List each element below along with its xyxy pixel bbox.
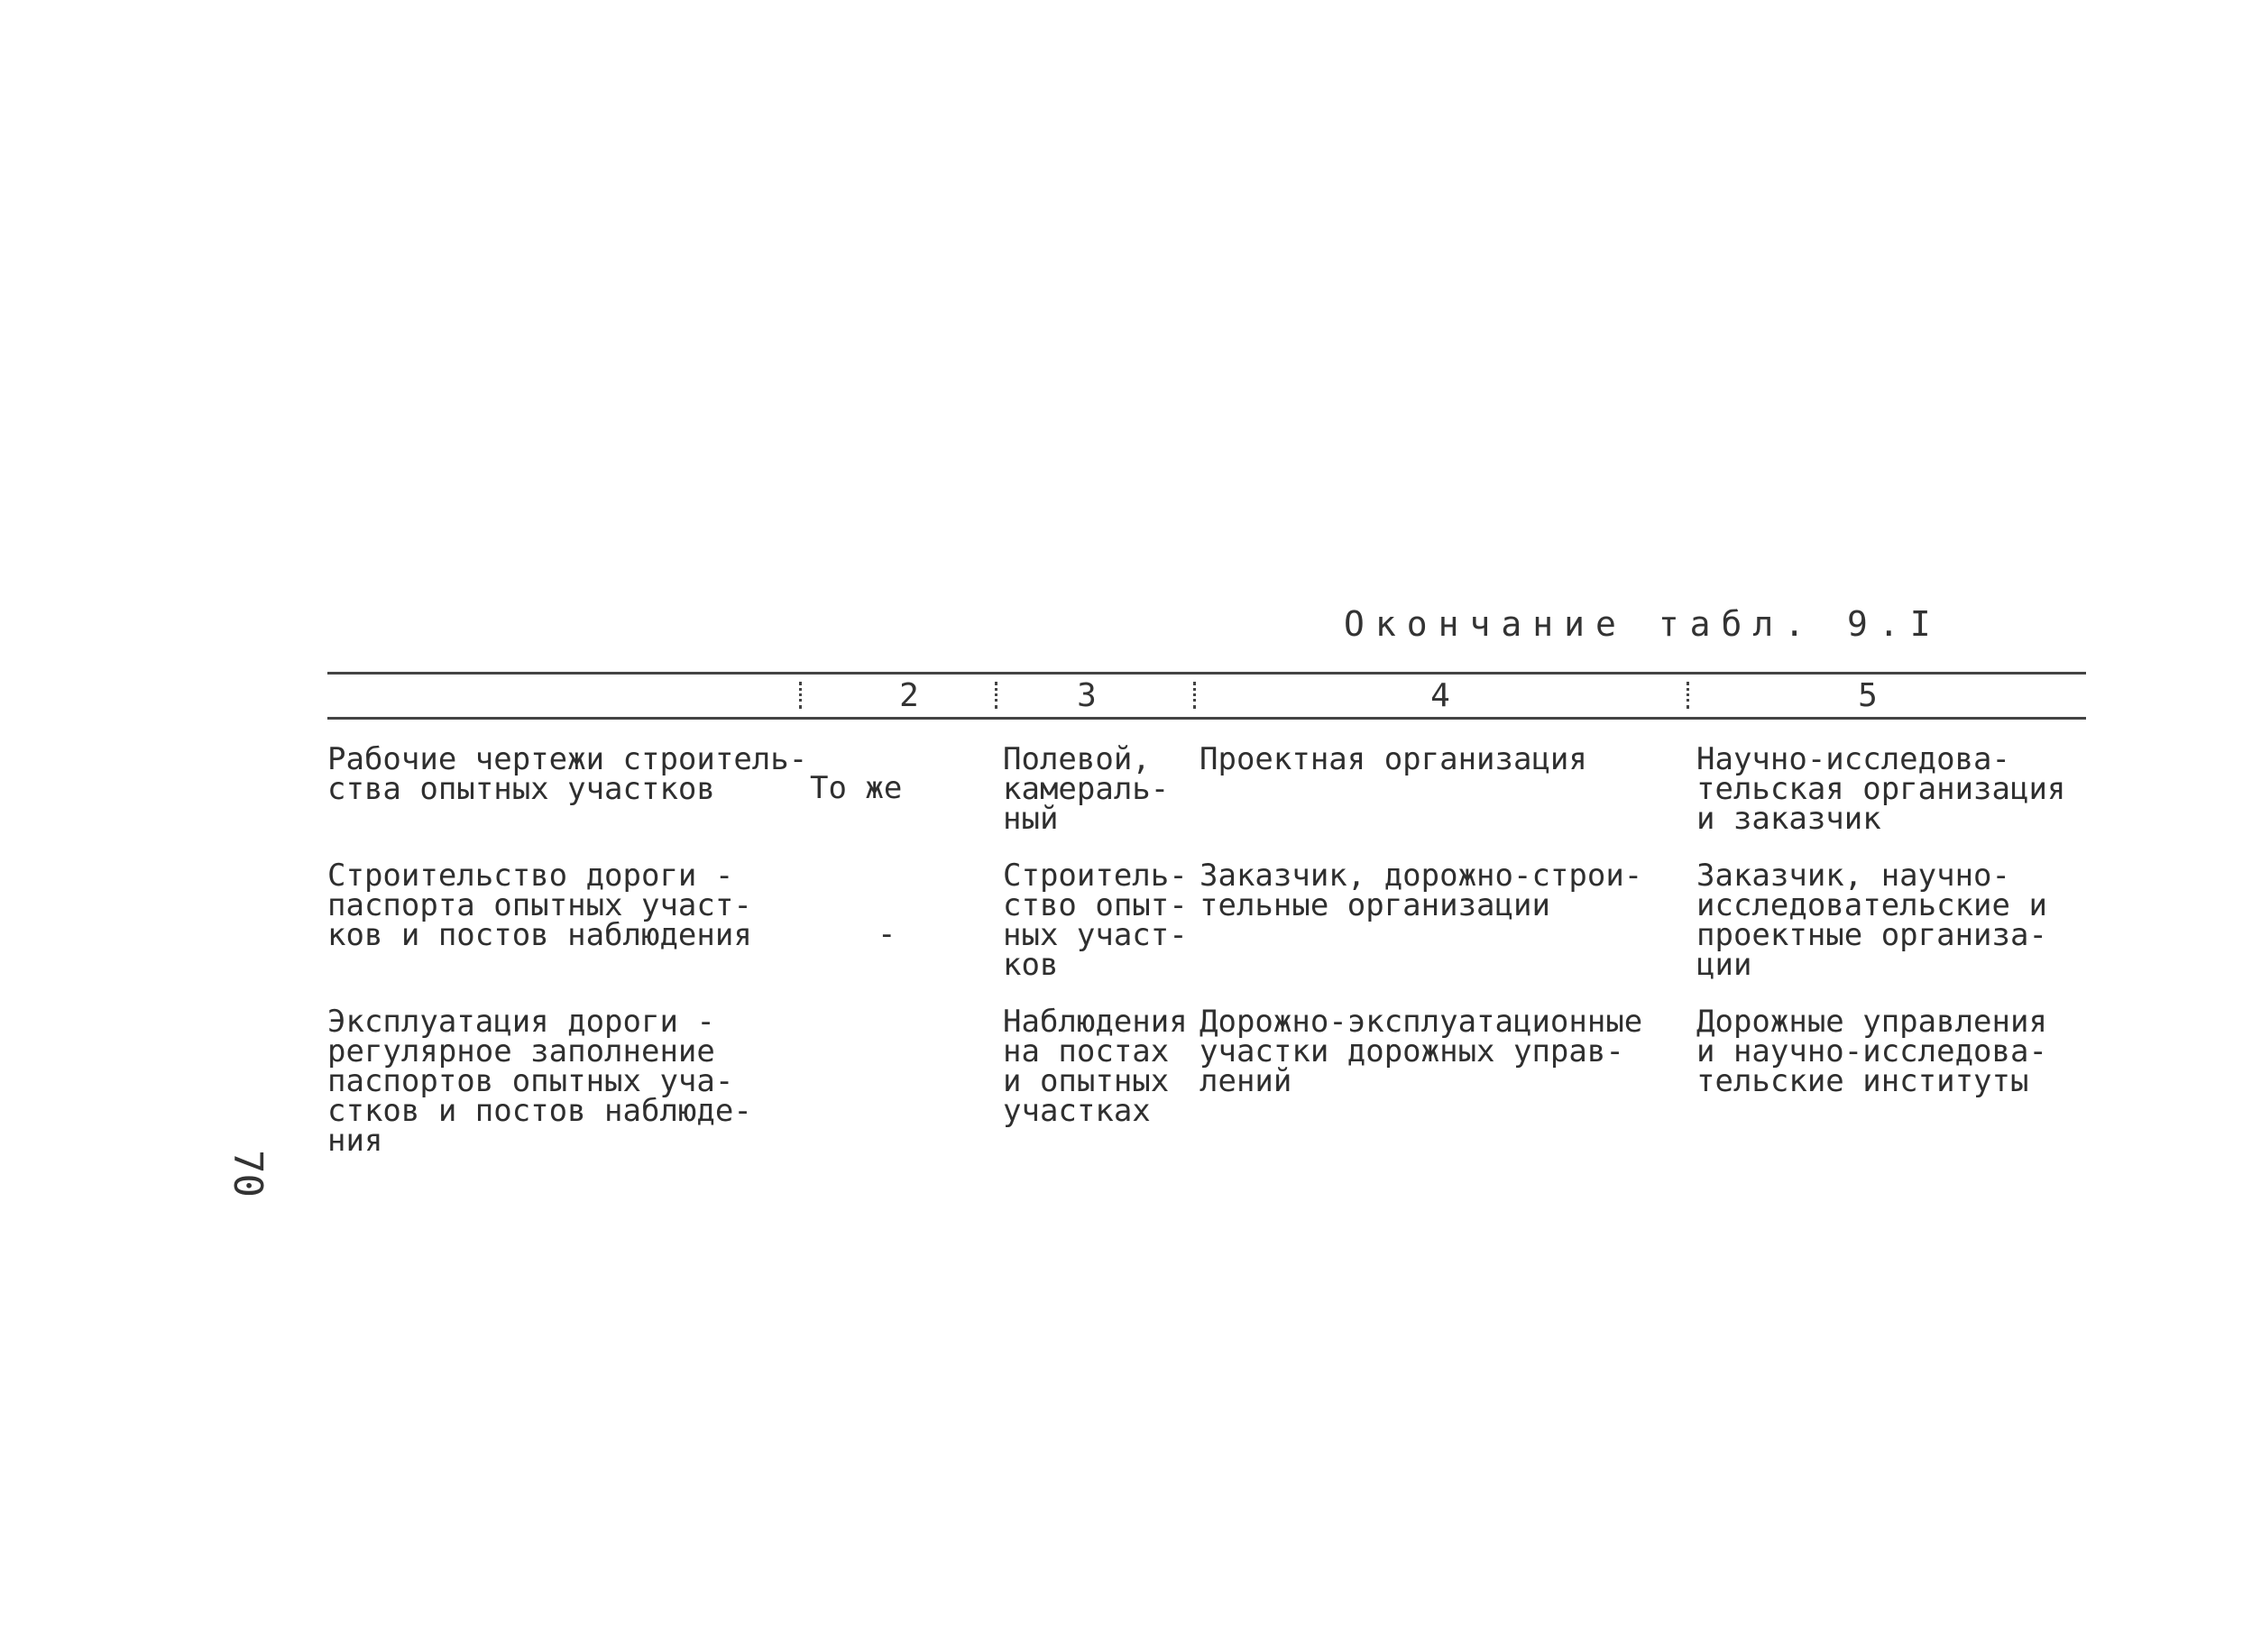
cell-col1: Рабочие чертежи строитель- ства опытных участков: [327, 741, 808, 807]
column-number-3: 3: [1077, 677, 1097, 714]
cell-col5: Дорожные управления и научно-исследова- тельские институты: [1696, 1004, 2047, 1099]
page-number: 70: [225, 1150, 271, 1198]
column-number-2: 2: [899, 677, 919, 714]
cell-col1: Эксплуатация дороги - регулярное заполнение паспортов опытных уча- стков и постов наблюде- ния: [327, 1004, 752, 1159]
column-number-4: 4: [1430, 677, 1450, 714]
cell-col2: То же: [810, 770, 903, 806]
column-separator: [995, 682, 1000, 709]
header-top-rule: [327, 672, 2086, 675]
cell-col4: Заказчик, дорожно-строи- тельные организации: [1199, 858, 1643, 923]
cell-col3: Наблюдения на постах и опытных участках: [1003, 1004, 1188, 1129]
cell-col2: -: [878, 916, 896, 952]
column-separator: [799, 682, 804, 709]
cell-col4: Проектная организация: [1199, 741, 1587, 777]
cell-col1: Строительство дороги - паспорта опытных участ- ков и постов наблюдения: [327, 858, 752, 953]
cell-col3: Строитель- ство опыт- ных участ- ков: [1003, 858, 1188, 983]
cell-col3: Полевой, камераль- ный: [1003, 741, 1170, 837]
column-number-5: 5: [1858, 677, 1878, 714]
column-separator: [1193, 682, 1199, 709]
cell-col5: Заказчик, научно- исследовательские и проектные организа- ции: [1696, 858, 2047, 983]
table-caption: Окончание табл. 9.I: [1344, 604, 1942, 644]
header-bottom-rule: [327, 717, 2086, 720]
cell-col4: Дорожно-эксплуатационные участки дорожных управ- лений: [1199, 1004, 1643, 1099]
cell-col5: Научно-исследова- тельская организация и заказчик: [1696, 741, 2066, 837]
column-separator: [1687, 682, 1692, 709]
